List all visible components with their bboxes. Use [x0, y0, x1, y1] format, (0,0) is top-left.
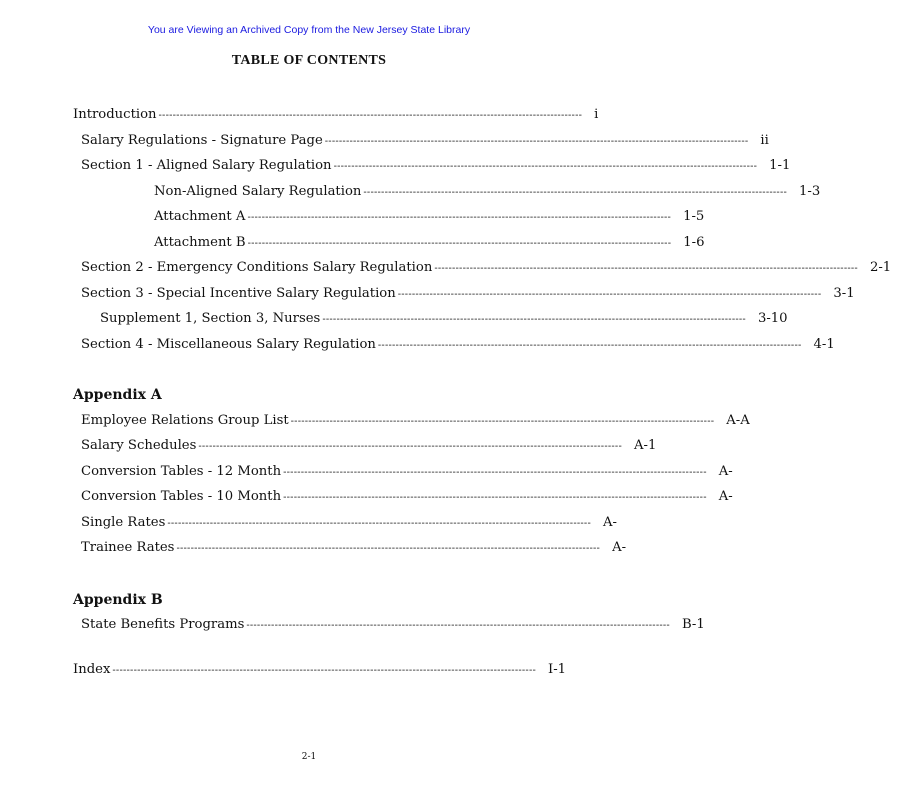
dot-leader: ------------------------------------------------------------------------------------------------------------------------ [167, 518, 591, 529]
dot-leader: ------------------------------------------------------------------------------------------------------------------------ [283, 467, 707, 478]
toc-entry-section-4 [81, 337, 835, 354]
dot-leader: ------------------------------------------------------------------------------------------------------------------------ [112, 665, 536, 676]
toc-entry-conversion-10 [81, 489, 733, 506]
appendix-b-heading: Appendix B [73, 592, 163, 608]
toc-page-number: A- [718, 489, 733, 504]
toc-entry-label: Index [73, 662, 111, 677]
toc-entry-label: Employee Relations Group List [81, 413, 289, 428]
toc-page-number: A- [612, 540, 627, 555]
dot-leader: ------------------------------------------------------------------------------------------------------------------------ [247, 238, 672, 249]
toc-page-number: 1-6 [683, 235, 705, 250]
toc-entry-section-2 [81, 260, 892, 277]
toc-entry-label: Trainee Rates [81, 540, 175, 555]
toc-page-number: ii [760, 133, 769, 148]
toc-entry-label: Salary Regulations - Signature Page [81, 133, 323, 148]
dot-leader: ------------------------------------------------------------------------------------------------------------------------ [247, 212, 672, 223]
toc-entry-label: Attachment B [154, 235, 246, 250]
toc-page-number: B-1 [681, 617, 705, 632]
toc-entry-signature-page [81, 133, 769, 150]
toc-page-number: I-1 [548, 662, 567, 677]
toc-page-number: 3-1 [833, 286, 855, 301]
toc-entry-state-benefits [81, 617, 705, 634]
toc-entry-label: Section 4 - Miscellaneous Salary Regulation [81, 337, 376, 352]
toc-entry-label: Single Rates [81, 515, 166, 530]
toc-entry-label: Section 2 - Emergency Conditions Salary Regulation [81, 260, 433, 275]
toc-entry-attachment-b [154, 235, 705, 252]
toc-entry-salary-schedules [81, 438, 657, 455]
appendix-a-heading: Appendix A [73, 387, 162, 403]
toc-entry-employee-relations [81, 413, 750, 430]
toc-entry-label: Non-Aligned Salary Regulation [154, 184, 362, 199]
toc-entry-label: State Benefits Programs [81, 617, 245, 632]
toc-entry-attachment-a [154, 209, 705, 226]
toc-entry-section-3 [81, 286, 855, 303]
toc-entry-non-aligned [154, 184, 821, 201]
toc-page-number: A-1 [633, 438, 657, 453]
toc-page-number: i [594, 107, 599, 122]
dot-leader: ------------------------------------------------------------------------------------------------------------------------ [324, 136, 749, 147]
footer-page-number: 2-1 [301, 752, 317, 762]
toc-page-number: 1-5 [683, 209, 705, 224]
dot-leader: ------------------------------------------------------------------------------------------------------------------------ [246, 620, 670, 631]
toc-entry-label: Supplement 1, Section 3, Nurses [100, 311, 321, 326]
toc-page-number: 4-1 [813, 337, 835, 352]
dot-leader: ------------------------------------------------------------------------------------------------------------------------ [333, 161, 758, 172]
toc-page-number: 2-1 [869, 260, 892, 275]
toc-page-number: A-A [726, 413, 750, 428]
toc-entry-label: Attachment A [154, 209, 246, 224]
toc-entry-single-rates [81, 515, 617, 532]
toc-page-number: 1-3 [799, 184, 821, 199]
dot-leader: ------------------------------------------------------------------------------------------------------------------------ [397, 289, 822, 300]
toc-entry-introduction [73, 107, 599, 124]
dot-leader: ------------------------------------------------------------------------------------------------------------------------ [290, 416, 715, 427]
toc-entry-conversion-12 [81, 464, 733, 481]
toc-entry-label: Salary Schedules [81, 438, 197, 453]
dot-leader: ------------------------------------------------------------------------------------------------------------------------ [198, 441, 622, 452]
toc-page-number: 3-10 [757, 311, 788, 326]
toc-page-number: A- [602, 515, 617, 530]
toc-entry-index [73, 662, 567, 679]
dot-leader: ------------------------------------------------------------------------------------------------------------------------ [283, 492, 707, 503]
dot-leader: ------------------------------------------------------------------------------------------------------------------------ [434, 263, 858, 274]
toc-entry-supplement-1 [100, 311, 788, 328]
page-title: TABLE OF CONTENTS [231, 53, 387, 68]
toc-entry-trainee-rates [81, 540, 627, 557]
dot-leader: ------------------------------------------------------------------------------------------------------------------------ [363, 187, 787, 198]
dot-leader: ------------------------------------------------------------------------------------------------------------------------ [158, 110, 583, 121]
archive-banner: You are Viewing an Archived Copy from the New Jersey State Library [147, 24, 471, 36]
dot-leader: ------------------------------------------------------------------------------------------------------------------------ [322, 314, 746, 325]
toc-page-number: 1-1 [769, 158, 791, 173]
toc-entry-label: Conversion Tables - 12 Month [81, 464, 282, 479]
toc-entry-label: Section 1 - Aligned Salary Regulation [81, 158, 332, 173]
toc-entry-label: Introduction [73, 107, 157, 122]
toc-page-number: A- [718, 464, 733, 479]
dot-leader: ------------------------------------------------------------------------------------------------------------------------ [176, 543, 601, 554]
toc-entry-label: Conversion Tables - 10 Month [81, 489, 282, 504]
toc-entry-label: Section 3 - Special Incentive Salary Regulation [81, 286, 396, 301]
dot-leader: ------------------------------------------------------------------------------------------------------------------------ [377, 340, 802, 351]
toc-entry-section-1 [81, 158, 791, 175]
